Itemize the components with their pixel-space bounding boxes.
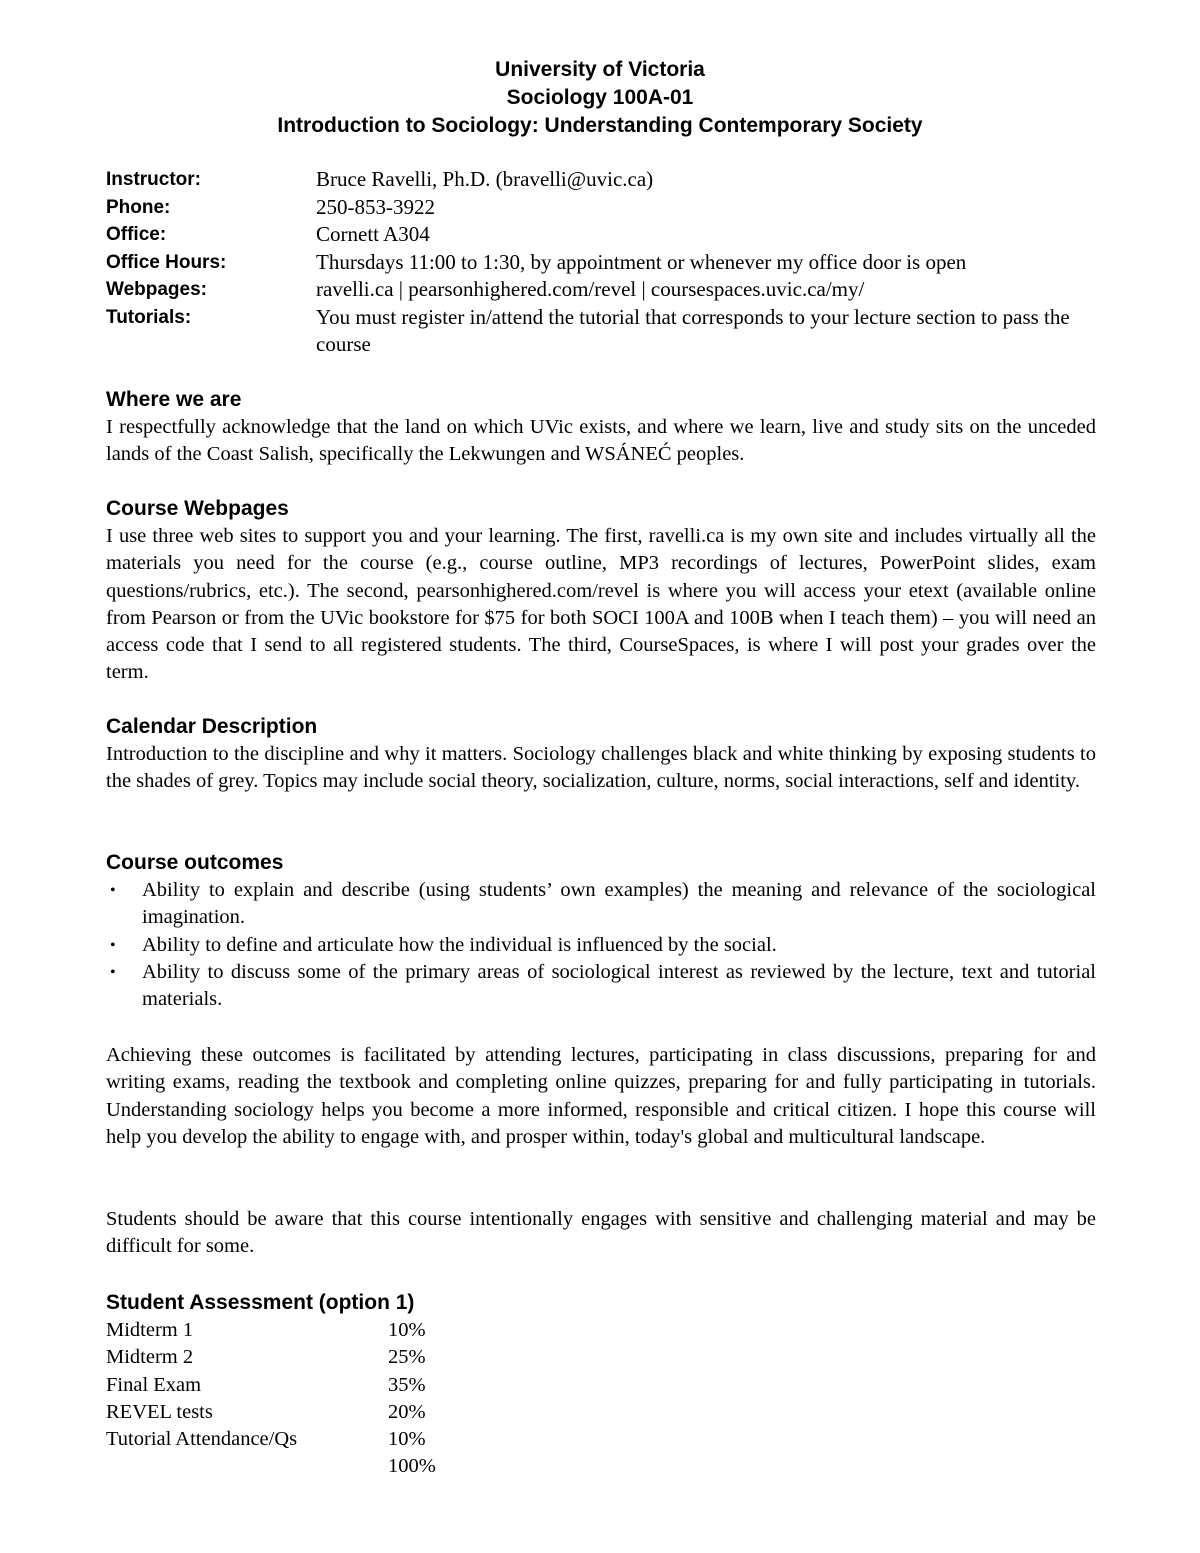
section-text: Achieving these outcomes is facilitated by attending lectures, participating in class discussions, preparing for and writing exams, reading the textbook and completing online quizzes, preparing for and fully participating in tutorials. Understanding sociology helps you become a more informed, responsible and critical citizen. I hope this course will help you develop the ability to engage with, and prosper within, today's global and multicultural landscape. — [106, 1044, 1096, 1148]
assessment-label: Midterm 1 — [106, 1319, 194, 1341]
info-value: You must register in/attend the tutorial that corresponds to your lecture section to pass the course — [316, 304, 1070, 356]
course-code: Sociology 100A-01 — [506, 86, 694, 109]
assessment-label: Final Exam — [106, 1373, 202, 1396]
bullet-icon: • — [110, 963, 116, 981]
section-heading: Where we are — [106, 388, 242, 411]
assessment-value: 10% — [388, 1428, 426, 1451]
info-row-instructor — [106, 166, 1106, 194]
list-item — [106, 877, 1096, 932]
course-webpages-section — [106, 495, 1096, 687]
where-we-are-section — [106, 386, 1096, 469]
sensitivity-notice — [106, 1206, 1096, 1261]
info-value: Bruce Ravelli, Ph.D. (bravelli@uvic.ca) — [316, 167, 654, 191]
info-label: Tutorials: — [106, 306, 192, 328]
section-heading: Calendar Description — [106, 715, 318, 738]
course-outcomes-section — [106, 849, 1096, 1013]
assessment-label: REVEL tests — [106, 1400, 213, 1423]
list-item — [106, 959, 1096, 1014]
info-value: Cornett A304 — [316, 222, 430, 246]
info-label: Webpages: — [106, 279, 208, 300]
outcomes-list — [106, 877, 1096, 1013]
info-label: Office: — [106, 224, 167, 245]
info-row-tutorials — [106, 304, 1106, 359]
assessment-label: Tutorial Attendance/Qs — [106, 1428, 298, 1451]
assessment-value: 20% — [388, 1400, 426, 1423]
section-text: I respectfully acknowledge that the land on which UVic exists, and where we learn, live and study sits on the unceded lands of the Coast Salish, specifically the Lekwungen and WSÁNEĆ peoples. — [106, 416, 1096, 466]
assessment-row — [106, 1426, 1096, 1453]
outcome-text: Ability to define and articulate how the individual is influenced by the social. — [142, 933, 777, 956]
assessment-section — [106, 1289, 1096, 1481]
info-value: ravelli.ca | pearsonhighered.com/revel | coursespaces.uvic.ca/my/ — [316, 277, 865, 301]
assessment-row — [106, 1317, 1096, 1344]
list-item — [106, 932, 1096, 959]
assessment-total-spacer — [106, 1453, 388, 1480]
info-value: Thursdays 11:00 to 1:30, by appointment or whenever my office door is open — [316, 249, 967, 274]
info-row-office — [106, 221, 1106, 249]
assessment-value: 25% — [388, 1346, 426, 1369]
info-value: 250-853-3922 — [316, 194, 435, 219]
assessment-row — [106, 1399, 1096, 1426]
info-label: Office Hours: — [106, 251, 227, 273]
assessment-value: 35% — [388, 1373, 426, 1396]
bullet-icon: • — [110, 882, 116, 899]
info-label: Phone: — [106, 196, 171, 218]
section-text: Students should be aware that this course intentionally engages with sensitive and challenging material and may be difficult for some. — [106, 1208, 1096, 1258]
university-name: University of Victoria — [495, 58, 705, 81]
section-text: I use three web sites to support you and your learning. The first, ravelli.ca is my own site and includes virtually all the materials you need for the course (e.g., course outline, MP3 recordings of lectures, PowerPoint slides, exam questions/rubrics, etc.). The second, pearsonhighered.com/revel is where you will access your etext (available online from Pearson or from the UVic bookstore for $75 for both SOCI 100A and 100B when I teach them) – you will need an access code that I send to all registered students. The third, CourseSpaces, is where I will post your grades over the term. — [106, 525, 1096, 684]
course-title: Introduction to Sociology: Understanding Contemporary Society — [277, 114, 923, 137]
title-block — [0, 56, 1200, 140]
assessment-label: Midterm 2 — [106, 1346, 194, 1369]
info-row-webpages — [106, 276, 1106, 304]
outcome-text: Ability to discuss some of the primary areas of sociological interest as reviewed by the lecture, text and tutorial materials. — [142, 960, 1096, 1011]
bullet-icon: • — [110, 936, 116, 954]
calendar-description-section — [106, 713, 1096, 796]
assessment-row — [106, 1372, 1096, 1399]
info-row-phone — [106, 194, 1106, 222]
outcome-text: Ability to explain and describe (using students’ own examples) the meaning and relevance of the sociological imagination. — [142, 879, 1096, 929]
assessment-total: 100% — [388, 1455, 436, 1478]
section-heading: Student Assessment (option 1) — [106, 1291, 415, 1314]
assessment-value: 10% — [388, 1319, 426, 1341]
section-heading: Course outcomes — [106, 851, 284, 874]
assessment-total-row — [106, 1453, 1096, 1480]
section-heading: Course Webpages — [106, 497, 289, 520]
outcomes-paragraph — [106, 1042, 1096, 1151]
info-label: Instructor: — [106, 169, 201, 190]
instructor-info — [106, 166, 1106, 359]
info-row-office-hours — [106, 249, 1106, 277]
assessment-row — [106, 1344, 1096, 1371]
section-text: Introduction to the discipline and why it matters. Sociology challenges black and white thinking by exposing students to the shades of grey. Topics may include social theory, socialization, culture, norms, social interactions, self and identity. — [106, 743, 1096, 793]
